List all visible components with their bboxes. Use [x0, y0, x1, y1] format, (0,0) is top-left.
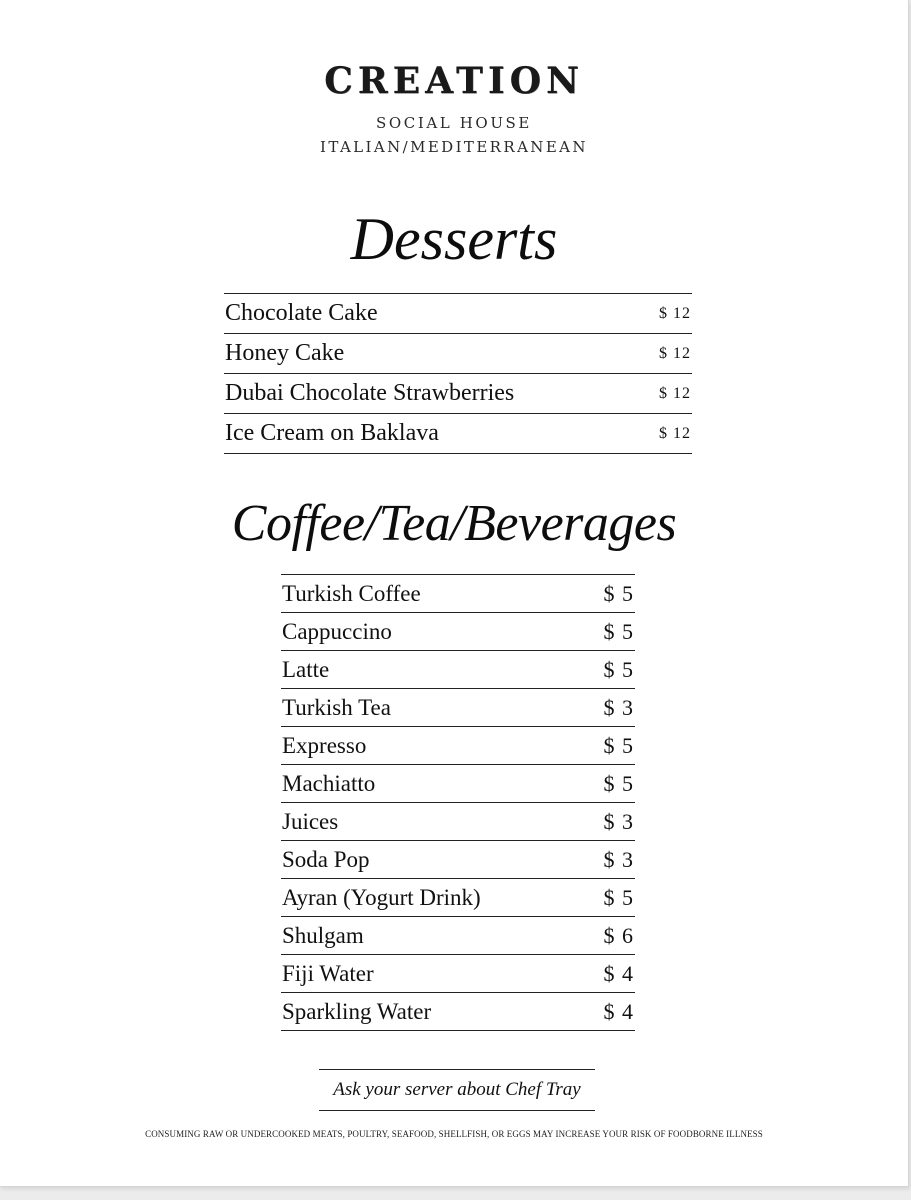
food-safety-disclaimer: CONSUMING RAW OR UNDERCOOKED MEATS, POULTRY, SEAFOOD, SHELLFISH, OR EGGS MAY INCREASE YOUR RISK OF FOODBORNE ILLNESS: [145, 1129, 763, 1139]
beverages-list: [281, 574, 635, 1031]
list-item: [281, 689, 635, 727]
item-name: Cappuccino: [282, 618, 392, 644]
item-price: $ 5: [603, 580, 634, 606]
list-item: [224, 294, 692, 334]
chef-note: Ask your server about Chef Tray: [319, 1069, 595, 1111]
item-price: $ 12: [659, 424, 691, 442]
list-item: [281, 841, 635, 879]
list-item: [281, 727, 635, 765]
list-item: [224, 374, 692, 414]
item-price: $ 5: [603, 656, 634, 682]
item-name: Honey Cake: [225, 340, 345, 366]
item-name: Chocolate Cake: [225, 300, 378, 326]
item-price: $ 5: [603, 770, 634, 796]
item-name: Turkish Tea: [282, 694, 391, 720]
item-price: $ 3: [603, 694, 634, 720]
list-item: [224, 334, 692, 374]
list-item: [281, 879, 635, 917]
desserts-heading: Desserts: [350, 206, 558, 272]
item-name: Ayran (Yogurt Drink): [282, 884, 481, 910]
desserts-list: [224, 293, 692, 454]
item-name: Dubai Chocolate Strawberries: [225, 380, 515, 406]
item-price: $ 12: [659, 304, 691, 322]
list-item: [281, 651, 635, 689]
restaurant-name: CREATION: [324, 60, 584, 102]
item-name: Juices: [282, 808, 339, 834]
item-name: Fiji Water: [282, 960, 374, 986]
item-price: $ 3: [603, 846, 634, 872]
item-price: $ 12: [659, 344, 691, 362]
list-item: [281, 613, 635, 651]
list-item: [281, 765, 635, 803]
item-price: $ 5: [603, 884, 634, 910]
restaurant-subtitle: SOCIAL HOUSE: [376, 114, 532, 132]
list-item: [281, 955, 635, 993]
list-item: [281, 575, 635, 613]
cuisine-label: ITALIAN/MEDITERRANEAN: [320, 138, 588, 156]
item-price: $ 3: [603, 808, 634, 834]
item-price: $ 6: [603, 922, 634, 948]
item-name: Soda Pop: [282, 846, 370, 872]
item-price: $ 5: [603, 732, 634, 758]
list-item: [281, 917, 635, 955]
item-name: Machiatto: [282, 770, 376, 796]
item-name: Expresso: [282, 732, 367, 758]
item-price: $ 5: [603, 618, 634, 644]
beverages-heading: Coffee/Tea/Beverages: [231, 495, 677, 552]
list-item: [281, 803, 635, 841]
list-item: [281, 993, 635, 1031]
item-price: $ 4: [603, 998, 634, 1024]
item-price: $ 12: [659, 384, 691, 402]
item-name: Turkish Coffee: [282, 580, 421, 606]
item-name: Shulgam: [282, 922, 364, 948]
item-name: Latte: [282, 656, 330, 682]
list-item: [224, 414, 692, 454]
item-name: Ice Cream on Baklava: [225, 420, 439, 446]
item-name: Sparkling Water: [282, 998, 432, 1024]
item-price: $ 4: [603, 960, 634, 986]
